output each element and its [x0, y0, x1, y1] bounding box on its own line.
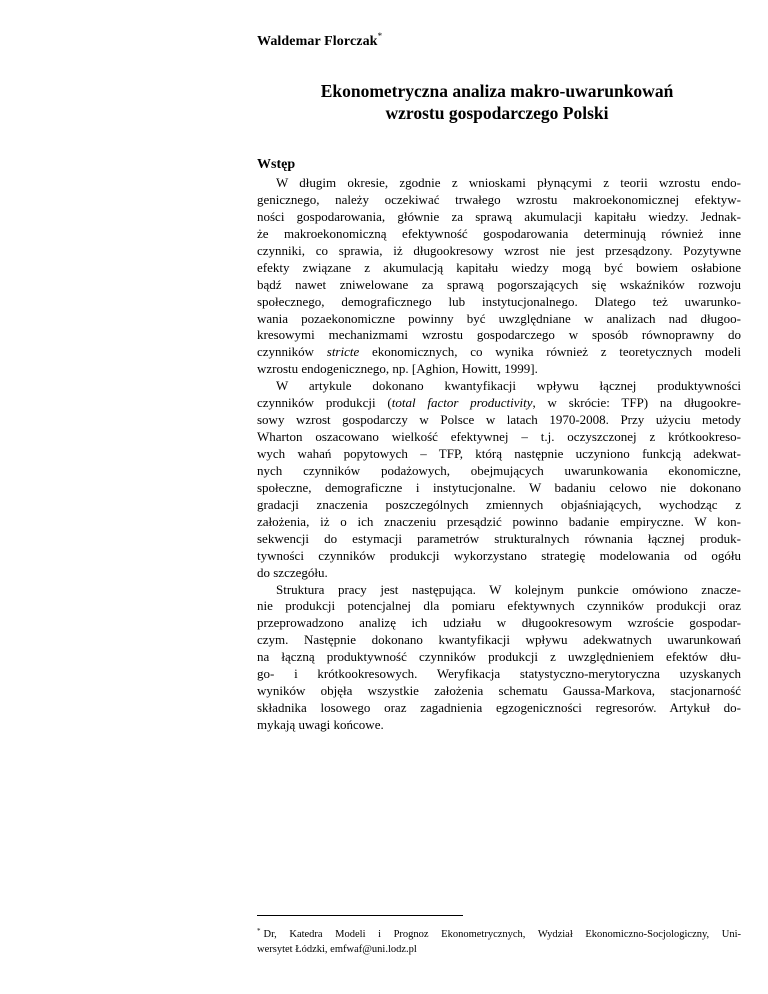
footnote [257, 924, 741, 957]
paragraph-2-line: wych wahań popytowych – TFP, którą następnie uczyniono funkcją adekwat- [257, 446, 741, 461]
author-name-text: Waldemar Florczak [257, 34, 378, 49]
paragraph-2-line: tywności czynników produkcji wykorzystano strategię modelowania od ogółu [257, 547, 741, 563]
paragraph-1-line: bądź nawet zniwelowane za sprawą pogorszających się wskaźników rozwoju [257, 276, 741, 292]
footnote-text-1: Dr, Katedra Modeli i Prognoz Ekonometrycznych, Wydział Ekonomiczno-Socjologiczny, Uni- [263, 929, 741, 940]
paragraph-3-line: nie produkcji potencjalnej dla pomiaru efektywnych czynników produkcji oraz [257, 598, 741, 614]
paragraph-3-line: wyników objęła wszystkie założenia schematu Gaussa-Markova, stacjonarność [257, 683, 741, 699]
paragraph-3-line: czym. Następnie dokonano kwantyfikacji wpływu adekwatnych uwarunkowań [257, 632, 741, 648]
paragraph-2-line: gradacji znaczenia poszczególnych zmiennych objaśniających, wychodząc z [257, 496, 741, 512]
author-name [257, 31, 382, 50]
paragraph-3-line: składnika losowego oraz zagadnienia egzogeniczności regresorów. Artykuł do- [257, 700, 741, 716]
paragraph-2-line: czynników produkcji (total factor productivity, w skrócie: TFP) na długookre- [257, 395, 741, 411]
paragraph-1-line: W długim okresie, zgodnie z wnioskami płynącymi z teorii wzrostu endo- [276, 175, 741, 190]
paragraph-1-line: genicznego, należy oczekiwać trwałego wzrostu makroekonomicznej efektyw- [257, 191, 741, 207]
paragraph-2-line: sowy wzrost gospodarczy w Polsce w latach 1970-2008. Przy użyciu metody [257, 412, 741, 428]
paragraph-1-line: wzrostu endogenicznego, np. [Aghion, Howitt, 1999]. [257, 361, 538, 377]
paragraph-2-line: Wharton oszacowano wielkość efektywnej – t.j. oczyszczonej z krótkookreso- [257, 429, 741, 445]
paragraph-1-line: wania pozaekonomiczne powinny być uwzględniane w analizach nad długoo- [257, 310, 741, 326]
section-heading: Wstęp [257, 157, 296, 172]
paragraph-1-line: kresowymi mechanizmami wzrostu gospodarczego w sposób równoprawny do [257, 327, 741, 343]
paragraph-2-line: W artykule dokonano kwantyfikacji wpływu łącznej produktywności [276, 378, 741, 394]
paragraph-3-line: mykają uwagi końcowe. [257, 717, 384, 732]
paragraph-2-line: do szczegółu. [257, 564, 328, 580]
body-text [257, 175, 741, 734]
paper-title-line-1: Ekonometryczna analiza makro-uwarunkowań [320, 81, 674, 101]
footnote-separator [257, 915, 463, 916]
paragraph-1-line: efekty związane z akumulacją kapitału wiedzy mogą być bowiem osłabione [257, 259, 741, 275]
paragraph-1-line: ności gospodarowania, głównie za sprawą akumulacji kapitału wiedzy. Jednak- [257, 208, 741, 224]
paragraph-3-line: go- i krótkookresowych. Weryfikacja statystyczno-merytoryczna uzyskanych [257, 666, 741, 682]
paper-title [257, 80, 737, 124]
paragraph-2-line: społeczne, demograficzne i instytucjonalne. W badaniu celowo nie dokonano [257, 479, 741, 495]
paragraph-3-line: Struktura pracy jest następująca. W kolejnym punkcie omówiono znacze- [276, 581, 741, 597]
paper-title-line-2: wzrostu gospodarczego Polski [385, 103, 609, 123]
footnote-line-1 [257, 924, 741, 943]
paragraph-1-line: społecznego, demograficznego lub instytucjonalnego. Dlatego też uwarunko- [257, 293, 741, 309]
paragraph-2-line: sekwencji do estymacji parametrów strukturalnych równania łącznej produk- [257, 530, 741, 546]
paragraph-2-line: założenia, iż o ich znaczeniu przesądzić powinno badanie empiryczne. W kon- [257, 513, 741, 529]
paragraph-1-line: czynników stricte ekonomicznych, co wynika również z teoretycznych modeli [257, 344, 741, 360]
paragraph-1-line: że makroekonomiczną efektywność gospodarowania determinują również inne [257, 225, 741, 241]
paragraph-2-line: nych czynników podażowych, obejmujących uwarunkowania ekonomiczne, [257, 462, 741, 478]
footnote-mark: * [257, 927, 261, 935]
paragraph-3-line: na łączną produktywność czynników produkcji z uwzględnieniem efektów dłu- [257, 649, 741, 665]
paragraph-3-line: przeprowadzono analizę ich udziału w długookresowym wzroście gospodar- [257, 615, 741, 631]
footnote-line-2: wersytet Łódzki, emfwaf@uni.lodz.pl [257, 943, 417, 955]
paragraph-1-line: czynniki, co sprawia, iż długookresowy wzrost nie jest przesądzony. Pozytywne [257, 242, 741, 258]
author-footnote-mark: * [377, 31, 383, 41]
